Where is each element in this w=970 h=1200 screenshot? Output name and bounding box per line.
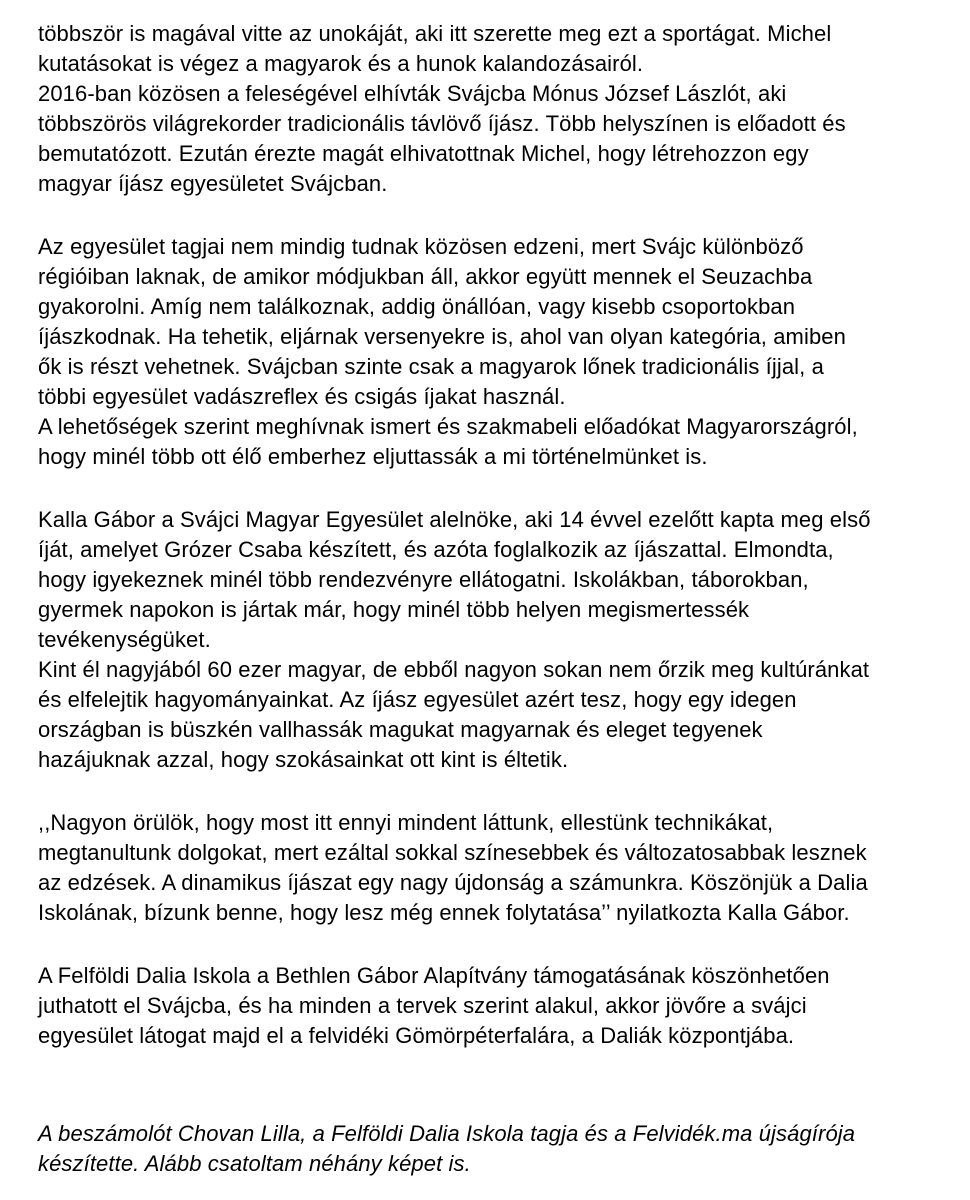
paragraph [38, 1119, 956, 1179]
text-line: Kalla Gábor a Svájci Magyar Egyesület alelnöke, aki 14 évvel ezelőtt kapta meg első [38, 507, 871, 532]
text-line: ,,Nagyon örülök, hogy most itt ennyi mindent láttunk, ellestünk technikákat, [38, 810, 774, 835]
paragraph [38, 808, 956, 928]
text-line: Kint él nagyjából 60 ezer magyar, de ebből nagyon sokan nem őrzik meg kultúránkat [38, 657, 870, 682]
text-line: gyermek napokon is jártak már, hogy minél több helyen megismertessék [38, 597, 750, 622]
text-line: egyesület látogat majd el a felvidéki Gömörpéterfalára, a Daliák központjába. [38, 1023, 795, 1048]
text-line: régióiban laknak, de amikor módjukban áll, akkor együtt mennek el Seuzachba [38, 264, 813, 289]
text-line: kutatásokat is végez a magyarok és a hunok kalandozásairól. [38, 51, 644, 76]
text-line: többi egyesület vadászreflex és csigás íjakat használ. [38, 384, 566, 409]
text-line: és elfelejtik hagyományainkat. Az íjász egyesület azért tesz, hogy egy idegen [38, 687, 797, 712]
text-line: juthatott el Svájcba, és ha minden a tervek szerint alakul, akkor jövőre a svájci [38, 993, 807, 1018]
paragraph [38, 505, 956, 655]
paragraph [38, 412, 956, 472]
paragraph [38, 232, 956, 412]
text-line: 2016-ban közösen a feleségével elhívták Svájcba Mónus József Lászlót, aki [38, 81, 787, 106]
text-line: ők is részt vehetnek. Svájcban szinte csak a magyarok lőnek tradicionális íjjal, a [38, 354, 824, 379]
paragraph [38, 655, 956, 775]
text-line: készítette. Alább csatoltam néhány képet is. [38, 1151, 471, 1176]
text-line: A lehetőségek szerint meghívnak ismert és szakmabeli előadókat Magyarországról, [38, 414, 858, 439]
text-line: megtanultunk dolgokat, mert ezáltal sokkal színesebbek és változatosabbak lesznek [38, 840, 867, 865]
paragraph [38, 961, 956, 1051]
text-line: magyar íjász egyesületet Svájcban. [38, 171, 388, 196]
text-line: Az egyesület tagjai nem mindig tudnak közösen edzeni, mert Svájc különböző [38, 234, 804, 259]
text-line: gyakorolni. Amíg nem találkoznak, addig önállóan, vagy kisebb csoportokban [38, 294, 796, 319]
text-line: A beszámolót Chovan Lilla, a Felföldi Dalia Iskola tagja és a Felvidék.ma újságírója [38, 1121, 856, 1146]
text-line: íját, amelyet Grózer Csaba készített, és azóta foglalkozik az íjászattal. Elmondta, [38, 537, 834, 562]
text-line: bemutatózott. Ezután érezte magát elhivatottnak Michel, hogy létrehozzon egy [38, 141, 809, 166]
paragraph [38, 19, 956, 79]
text-line: Iskolának, bízunk benne, hogy lesz még ennek folytatása’’ nyilatkozta Kalla Gábor. [38, 900, 850, 925]
text-line: az edzések. A dinamikus íjászat egy nagy újdonság a számunkra. Köszönjük a Dalia [38, 870, 868, 895]
text-line: A Felföldi Dalia Iskola a Bethlen Gábor Alapítvány támogatásának köszönhetően [38, 963, 830, 988]
text-line: többször is magával vitte az unokáját, aki itt szerette meg ezt a sportágat. Michel [38, 21, 832, 46]
text-line: hogy minél több ott élő emberhez eljuttassák a mi történelmünket is. [38, 444, 708, 469]
paragraph [38, 79, 956, 199]
text-line: íjászkodnak. Ha tehetik, eljárnak versenyekre is, ahol van olyan kategória, amiben [38, 324, 846, 349]
text-line: hogy igyekeznek minél több rendezvényre ellátogatni. Iskolákban, táborokban, [38, 567, 809, 592]
text-line: többszörös világrekorder tradicionális távlövő íjász. Több helyszínen is előadott és [38, 111, 846, 136]
text-line: tevékenységüket. [38, 627, 211, 652]
text-line: hazájuknak azzal, hogy szokásainkat ott kint is éltetik. [38, 747, 569, 772]
document-content [38, 19, 956, 1179]
text-line: országban is büszkén vallhassák magukat magyarnak és eleget tegyenek [38, 717, 763, 742]
